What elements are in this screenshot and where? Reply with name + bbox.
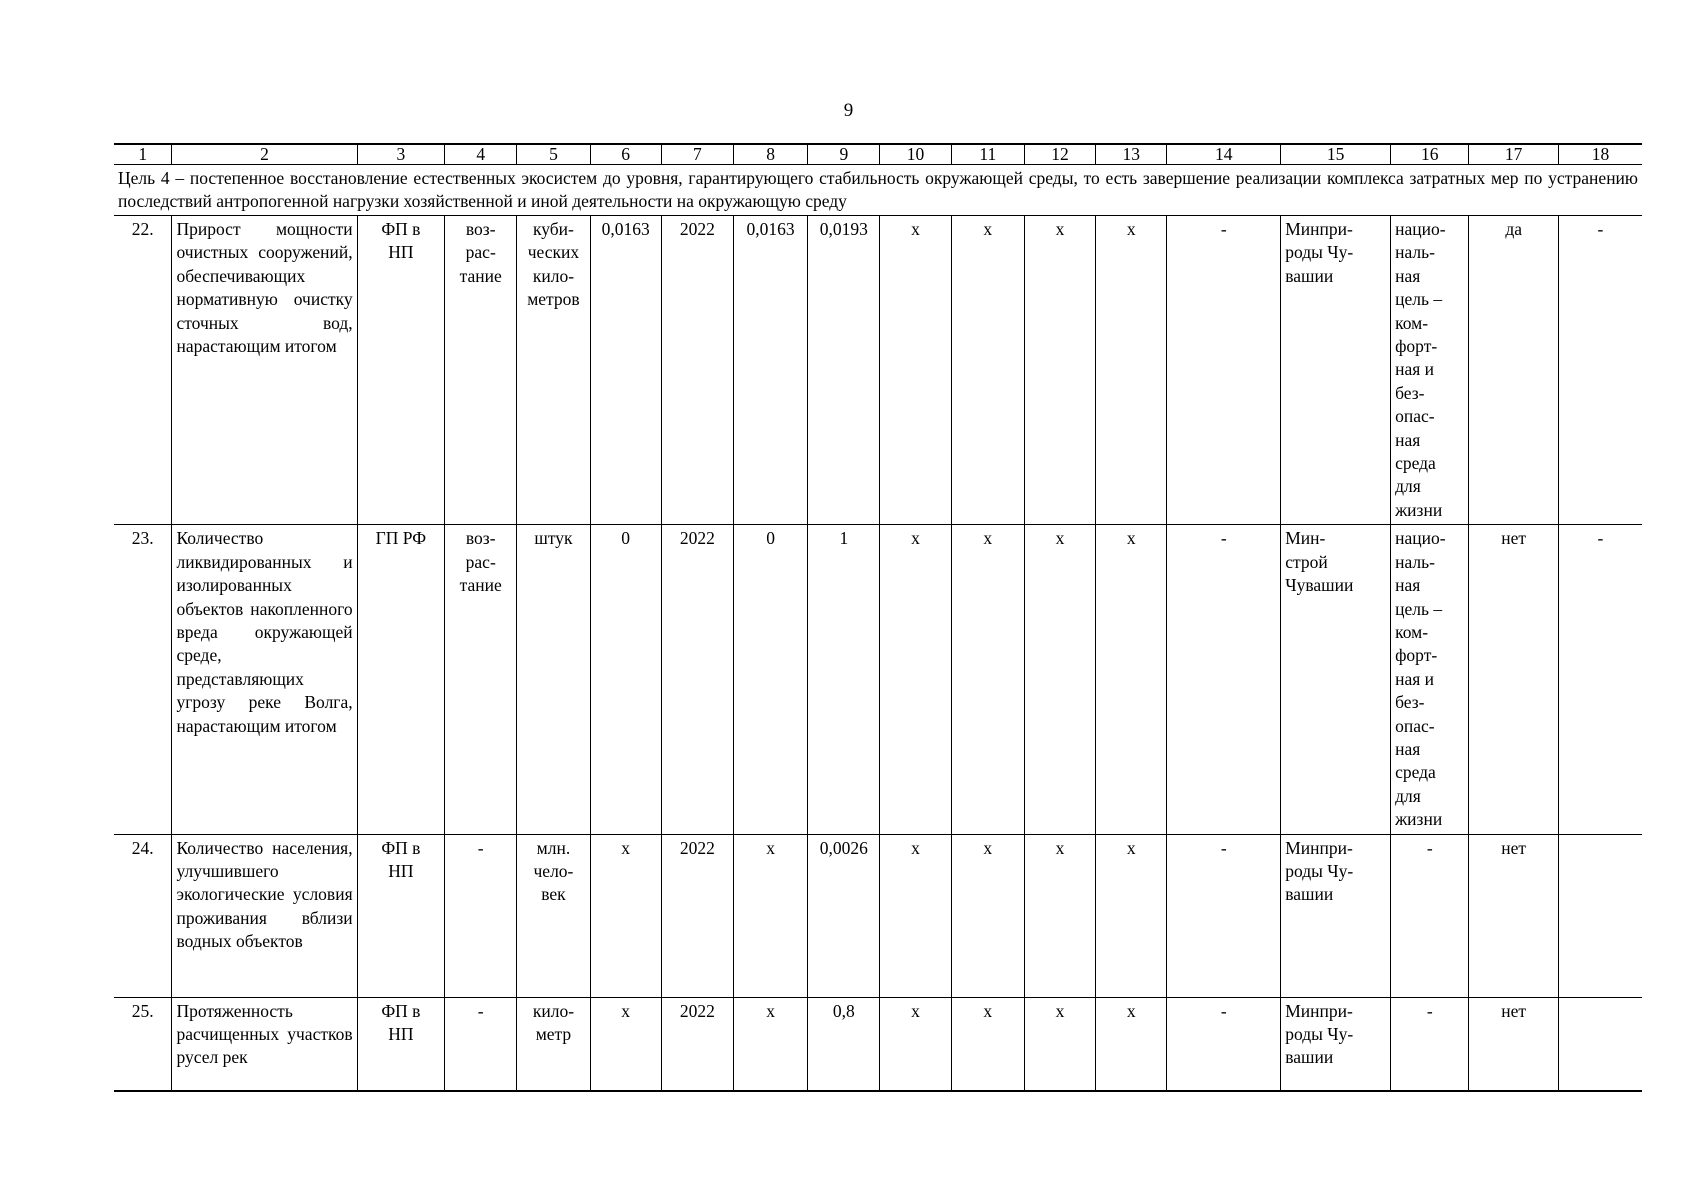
column-number: 15 [1281, 144, 1391, 165]
cell-9: 0,8 [808, 997, 880, 1091]
column-number: 17 [1469, 144, 1559, 165]
page-number: 9 [843, 100, 854, 121]
indicator-name: Количество населения, улучшившего экологические условия проживания вблизи водных объектов [172, 834, 357, 997]
national-goal: - [1391, 997, 1469, 1091]
column-number: 13 [1096, 144, 1167, 165]
indicators-table [114, 143, 1642, 1092]
responsible: Минпри- роды Чу- вашии [1281, 216, 1391, 525]
cell-17: нет [1469, 997, 1559, 1091]
unit: млн. чело- век [517, 834, 590, 997]
cell-6: 0,0163 [590, 216, 661, 525]
unit: штук [517, 525, 590, 834]
table-row [114, 997, 1642, 1091]
table-row [114, 216, 1642, 525]
column-number: 7 [661, 144, 733, 165]
cell-12: х [1024, 525, 1095, 834]
cell-12: х [1024, 834, 1095, 997]
cell-11: х [951, 997, 1024, 1091]
table-row [114, 525, 1642, 834]
national-goal: нацио- наль- ная цель – ком- форт- ная и без- опас- ная среда для жизни [1391, 216, 1469, 525]
column-numbers-row [114, 144, 1642, 165]
cell-18: - [1558, 216, 1642, 525]
cell-10: х [880, 834, 951, 997]
indicator-name: Количество ликвидированных и изолированных объектов накопленного вреда окружающей среде, представляющих угрозу реке Волга, нарастающим итогом [172, 525, 357, 834]
column-number: 6 [590, 144, 661, 165]
cell-14: - [1167, 216, 1281, 525]
unit: кило- метр [517, 997, 590, 1091]
indicator-type: ФП в НП [357, 216, 444, 525]
table-row [114, 834, 1642, 997]
cell-12: х [1024, 997, 1095, 1091]
unit: куби- ческих кило- метров [517, 216, 590, 525]
cell-10: х [880, 525, 951, 834]
goal-text: Цель 4 – постепенное восстановление естественных экосистем до уровня, гарантирующего стабильность окружающей среды, то есть завершение реализации комплекса затратных мер по устранению последствий антропогенной нагрузки хозяйственной и иной деятельности на окружающую среду [114, 165, 1642, 216]
cell-17: нет [1469, 834, 1559, 997]
cell-7: 2022 [661, 525, 733, 834]
cell-11: х [951, 834, 1024, 997]
responsible: Минпри- роды Чу- вашии [1281, 997, 1391, 1091]
indicator-type: ФП в НП [357, 834, 444, 997]
cell-8: 0 [733, 525, 807, 834]
row-number: 23. [114, 525, 172, 834]
row-number: 25. [114, 997, 172, 1091]
cell-17: нет [1469, 525, 1559, 834]
column-number: 10 [880, 144, 951, 165]
indicator-type: ФП в НП [357, 997, 444, 1091]
cell-13: х [1096, 525, 1167, 834]
cell-14: - [1167, 525, 1281, 834]
responsible: Минпри- роды Чу- вашии [1281, 834, 1391, 997]
column-number: 11 [951, 144, 1024, 165]
cell-8: х [733, 834, 807, 997]
indicator-direction: - [445, 834, 517, 997]
row-number: 22. [114, 216, 172, 525]
column-number: 4 [445, 144, 517, 165]
indicator-direction: воз- рас- тание [445, 216, 517, 525]
cell-18: - [1558, 525, 1642, 834]
cell-13: х [1096, 997, 1167, 1091]
row-number: 24. [114, 834, 172, 997]
cell-11: х [951, 525, 1024, 834]
responsible: Мин- строй Чувашии [1281, 525, 1391, 834]
cell-7: 2022 [661, 834, 733, 997]
column-number: 9 [808, 144, 880, 165]
cell-12: х [1024, 216, 1095, 525]
cell-10: х [880, 997, 951, 1091]
column-number: 1 [114, 144, 172, 165]
cell-14: - [1167, 834, 1281, 997]
cell-13: х [1096, 834, 1167, 997]
national-goal: - [1391, 834, 1469, 997]
cell-7: 2022 [661, 216, 733, 525]
cell-14: - [1167, 997, 1281, 1091]
column-number: 5 [517, 144, 590, 165]
indicator-name: Прирост мощности очистных сооружений, обеспечивающих нормативную очистку сточных вод, нарастающим итогом [172, 216, 357, 525]
national-goal: нацио- наль- ная цель – ком- форт- ная и без- опас- ная среда для жизни [1391, 525, 1469, 834]
column-number: 2 [172, 144, 357, 165]
column-number: 12 [1024, 144, 1095, 165]
cell-8: х [733, 997, 807, 1091]
indicator-direction: - [445, 997, 517, 1091]
column-number: 8 [733, 144, 807, 165]
cell-8: 0,0163 [733, 216, 807, 525]
cell-6: 0 [590, 525, 661, 834]
goal-row [114, 165, 1642, 216]
cell-6: х [590, 834, 661, 997]
indicator-name: Протяженность расчищенных участков русел рек [172, 997, 357, 1091]
indicator-direction: воз- рас- тание [445, 525, 517, 834]
column-number: 16 [1391, 144, 1469, 165]
indicator-type: ГП РФ [357, 525, 444, 834]
cell-7: 2022 [661, 997, 733, 1091]
cell-13: х [1096, 216, 1167, 525]
cell-11: х [951, 216, 1024, 525]
column-number: 18 [1558, 144, 1642, 165]
cell-6: х [590, 997, 661, 1091]
column-number: 14 [1167, 144, 1281, 165]
cell-9: 0,0193 [808, 216, 880, 525]
cell-18 [1558, 997, 1642, 1091]
cell-17: да [1469, 216, 1559, 525]
cell-18 [1558, 834, 1642, 997]
column-number: 3 [357, 144, 444, 165]
cell-10: х [880, 216, 951, 525]
cell-9: 0,0026 [808, 834, 880, 997]
cell-9: 1 [808, 525, 880, 834]
